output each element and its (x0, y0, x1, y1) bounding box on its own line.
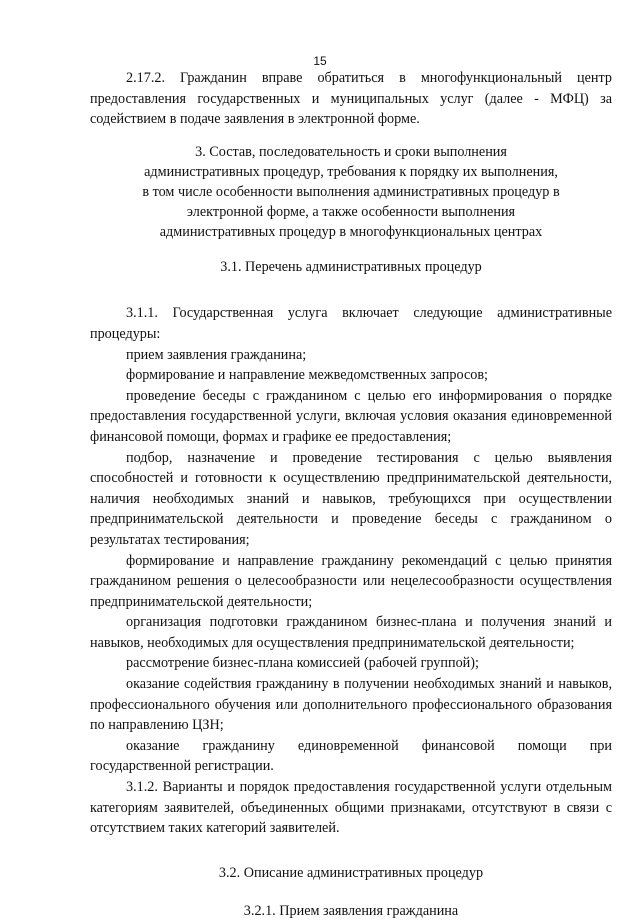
section-3-heading-line: в том числе особенности выполнения административных процедур в (142, 183, 560, 200)
procedure-item: подбор, назначение и проведение тестирования с целью выявления способностей и готовности к осуществлению предпринимательской деятельности, наличия необходимых знаний и навыков, требующихся при осуществлении предпринимательской деятельности и проведение беседы с гражданином о результатах тестирования; (90, 449, 612, 548)
procedures-section (90, 303, 612, 838)
subsection-3-2-heading: 3.2. Описание административных процедур (218, 864, 484, 881)
procedure-item: рассмотрение бизнес-плана комиссией (рабочей группой); (126, 655, 479, 672)
section-3-heading (90, 142, 612, 242)
document-body (90, 68, 612, 922)
section-3-heading-line: административных процедур, требования к порядку их выполнения, (144, 163, 558, 180)
paragraph-2-17-2: 2.17.2. Гражданин вправе обратиться в многофункциональный центр предоставления государственных и муниципальных услуг (далее - МФЦ) за содействием в подаче заявления в электронной форме. (90, 70, 612, 128)
page-number: 15 (313, 54, 327, 68)
subsection-3-2-1-heading: 3.2.1. Прием заявления гражданина (243, 903, 459, 920)
procedure-item: формирование и направление межведомственных запросов; (126, 367, 488, 384)
section-3-heading-line: административных процедур в многофункциональных центрах (159, 223, 543, 240)
procedure-item: оказание гражданину единовременной финансовой помощи при государственной регистрации. (90, 737, 612, 775)
procedure-item: организация подготовки гражданином бизнес-плана и получения знаний и навыков, необходимых для осуществления предпринимательской деятельности; (90, 614, 612, 651)
procedure-item: формирование и направление гражданину рекомендаций с целью принятия гражданином решения о целесообразности или нецелесообразности осуществления предпринимательской деятельности; (90, 552, 612, 610)
section-3-heading-line: 3. Состав, последовательность и сроки выполнения (195, 143, 507, 160)
subsection-3-1-heading: 3.1. Перечень административных процедур (220, 258, 482, 275)
section-3-heading-line: электронной форме, а также особенности выполнения (186, 203, 516, 220)
procedure-item: прием заявления гражданина; (126, 346, 307, 363)
procedure-item: оказание содействия гражданину в получении необходимых знаний и навыков, профессионального обучения или дополнительного профессионального образования по направлению ЦЗН; (90, 676, 612, 734)
procedure-item: проведение беседы с гражданином с целью его информирования о порядке предоставления государственной услуги, включая условия оказания единовременной финансовой помощи, формах и графике ее предоставления; (90, 387, 612, 445)
paragraph-3-1-2: 3.1.2. Варианты и порядок предоставления государственной услуги отдельным категориям заявителей, объединенных общими признаками, отсутствуют в связи с отсутствием таких категорий заявителей. (90, 779, 612, 837)
paragraph-3-1-1: 3.1.1. Государственная услуга включает следующие административные процедуры: (90, 305, 612, 342)
